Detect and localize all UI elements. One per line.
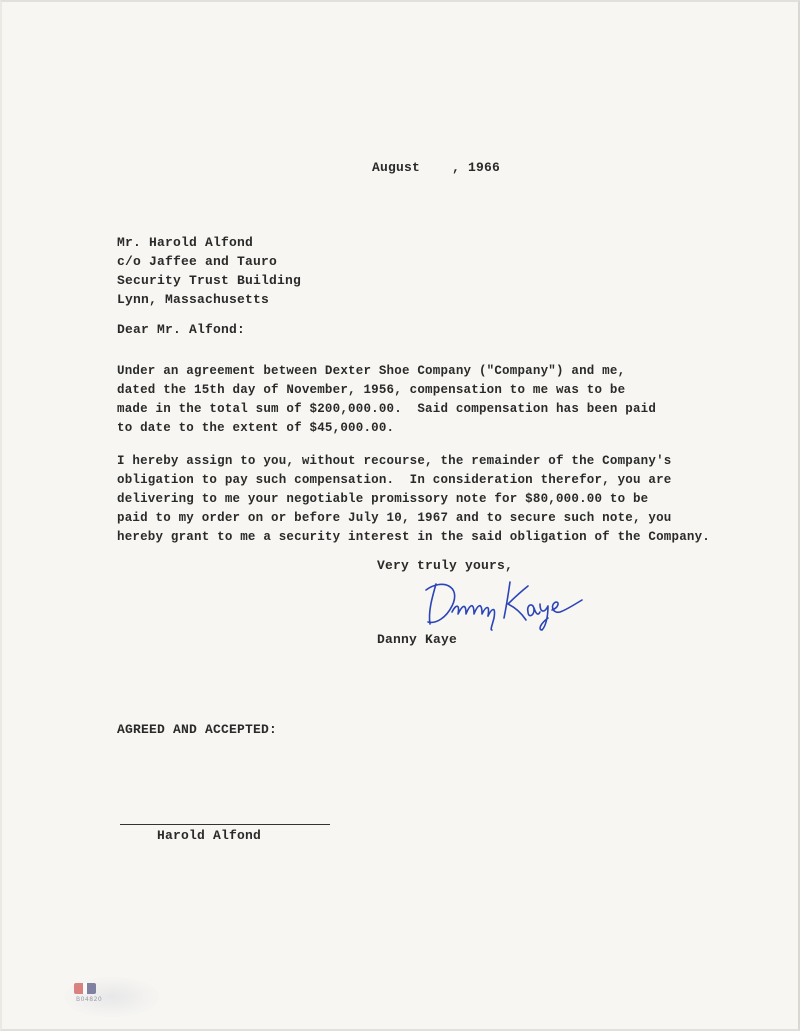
paragraph-line: Under an agreement between Dexter Shoe Company ("Company") and me, — [117, 364, 626, 378]
paragraph-line: hereby grant to me a security interest in the said obligation of the Company. — [117, 530, 710, 544]
paragraph-line: to date to the extent of $45,000.00. — [117, 421, 395, 435]
authentication-sticker — [64, 977, 159, 1017]
handwritten-signature — [422, 572, 592, 632]
paragraph-line: delivering to me your negotiable promissory note for $80,000.00 to be — [117, 492, 649, 506]
hologram-icon — [74, 983, 96, 994]
paragraph-agreement — [117, 362, 747, 438]
closing: Very truly yours, — [377, 558, 514, 573]
paragraph-line: paid to my order on or before July 10, 1967 and to secure such note, you — [117, 511, 672, 525]
paragraph-assignment — [117, 452, 747, 547]
salutation: Dear Mr. Alfond: — [117, 322, 246, 337]
paragraph-line: obligation to pay such compensation. In consideration therefor, you are — [117, 473, 672, 487]
signer-name: Danny Kaye — [377, 632, 458, 647]
address-line: Lynn, Massachusetts — [117, 292, 270, 307]
agreed-label: AGREED AND ACCEPTED: — [117, 722, 278, 737]
address-line: Mr. Harold Alfond — [117, 235, 254, 250]
paragraph-line: dated the 15th day of November, 1956, compensation to me was to be — [117, 383, 626, 397]
address-line: Security Trust Building — [117, 273, 302, 288]
signature-line — [120, 824, 330, 825]
recipient-address — [117, 233, 301, 309]
paragraph-line: made in the total sum of $200,000.00. Said compensation has been paid — [117, 402, 657, 416]
sticker-code: B04820 — [76, 996, 103, 1003]
address-line: c/o Jaffee and Tauro — [117, 254, 278, 269]
counter-signer-name: Harold Alfond — [157, 828, 262, 843]
paragraph-line: I hereby assign to you, without recourse, the remainder of the Company's — [117, 454, 672, 468]
letter-date: August , 1966 — [372, 160, 501, 175]
